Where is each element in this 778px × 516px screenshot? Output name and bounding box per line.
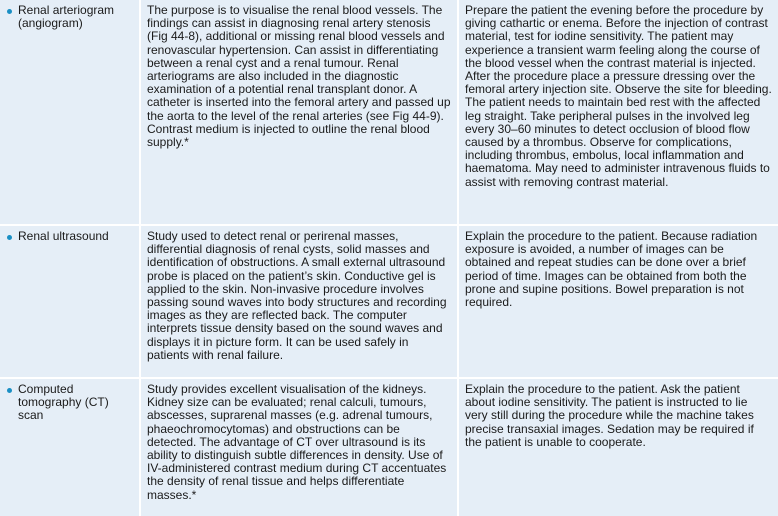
purpose-cell	[141, 379, 459, 516]
nursing-text: Prepare the patient the evening before the procedure by giving cathartic or enema. Before the injection of contrast material, test for iodine sensitivity. The patient may experience a transient warm feeling along the course of the blood vessel when the contrast material is injected. After the procedure place a pressure dressing over the femoral artery injection site. Observe the site for bleeding. The patient needs to maintain bed rest with the affected leg straight. Take peripheral pulses in the involved leg every 30–60 minutes to detect occlusion of blood flow caused by a thrombus. Observe for complications, including thrombus, embolus, local inflammation and haematoma. May need to administer intravenous fluids to assist with removing contrast material.	[465, 3, 772, 189]
test-name-cell	[0, 379, 141, 516]
nursing-cell	[459, 379, 778, 516]
test-name: Renal arteriogram (angiogram)	[18, 3, 115, 31]
nursing-text: Explain the procedure to the patient. Because radiation exposure is avoided, a number of images can be obtained and repeat studies can be done over a brief period of time. Images can be obtained from both the prone and supine positions. Bowel preparation is not required.	[465, 229, 758, 310]
test-name: Renal ultrasound	[18, 229, 109, 243]
table-row	[0, 226, 778, 379]
table-row	[0, 379, 778, 516]
nursing-cell	[459, 0, 778, 226]
purpose-cell	[141, 0, 459, 226]
purpose-text: The purpose is to visualise the renal blood vessels. The findings can assist in diagnosing renal artery stenosis (Fig 44-8), additional or missing renal blood vessels and renovascular hypertension. Can assist in differentiating between a renal cyst and a renal tumour. Renal arteriograms are also included in the diagnostic examination of a potential renal transplant donor. A catheter is inserted into the femoral artery and passed up the aorta to the level of the renal arteries (see Fig 44-9). Contrast medium is injected to outline the renal blood supply.*	[147, 3, 451, 150]
nursing-cell	[459, 226, 778, 379]
test-name-cell	[0, 0, 141, 226]
bullet-icon	[7, 388, 12, 393]
purpose-cell	[141, 226, 459, 379]
bullet-icon	[7, 235, 12, 240]
bullet-icon	[7, 9, 12, 14]
nursing-text: Explain the procedure to the patient. Ask the patient about iodine sensitivity. The patient is instructed to lie very still during the procedure while the machine takes precise transaxial images. Sedation may be required if the patient is unable to cooperate.	[465, 382, 754, 449]
test-name: Computed tomography (CT) scan	[18, 382, 109, 423]
purpose-text: Study provides excellent visualisation of the kidneys. Kidney size can be evaluated; renal calculi, tumours, abscesses, suprarenal masses (e.g. adrenal tumours, phaeochromocytomas) and obstructions can be detected. The advantage of CT over ultrasound is its ability to distinguish subtle differences in density. Use of IV-administered contrast medium during CT accentuates the density of renal tissue and helps differentiate masses.*	[147, 382, 447, 502]
test-name-cell	[0, 226, 141, 379]
table-row	[0, 0, 778, 226]
purpose-text: Study used to detect renal or perirenal masses, differential diagnosis of renal cysts, solid masses and identification of obstructions. A small external ultrasound probe is placed on the patient’s skin. Conductive gel is applied to the skin. Non-invasive procedure involves passing sound waves into body structures and recording images as they are reflected back. The computer interprets tissue density based on the sound waves and displays it in picture form. It can be used safely in patients with renal failure.	[147, 229, 447, 362]
